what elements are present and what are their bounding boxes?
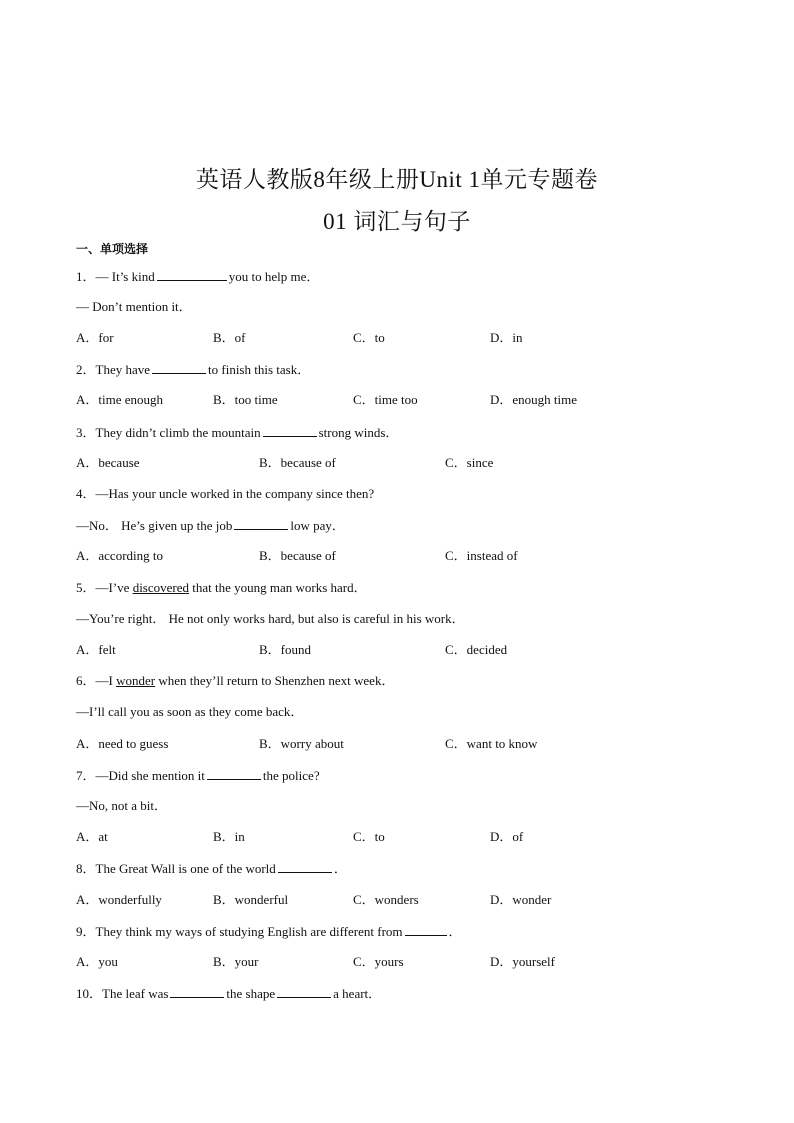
q4-option-c[interactable]: C．instead of: [445, 548, 518, 563]
underlined-word: discovered: [132, 580, 189, 595]
answer-blank[interactable]: [405, 923, 447, 936]
q2-option-c[interactable]: C．time too: [353, 392, 418, 407]
question-8: 8．The Great Wall is one of the world ．: [76, 861, 347, 876]
q9-option-a[interactable]: A．you: [76, 954, 118, 969]
q6-option-a[interactable]: A．need to guess: [76, 736, 169, 751]
question-3: 3．They didn’t climb the mountain strong winds．: [76, 425, 399, 440]
answer-blank[interactable]: [278, 860, 332, 873]
q2-option-d[interactable]: D．enough time: [490, 392, 578, 407]
answer-blank[interactable]: [170, 985, 224, 998]
question-5: 5．—I’ve discovered that the young man works hard．: [76, 580, 367, 595]
question-5-reply: —You’re right． He not only works hard, but also is careful in his work．: [76, 611, 465, 626]
question-4-reply: —No． He’s given up the job low pay．: [76, 518, 345, 533]
q8-option-c[interactable]: C．wonders: [353, 892, 419, 907]
q8-option-b[interactable]: B．wonderful: [213, 892, 289, 907]
answer-blank[interactable]: [207, 767, 261, 780]
q9-option-b[interactable]: B．your: [213, 954, 259, 969]
q3-option-a[interactable]: A．because: [76, 455, 140, 470]
q2-option-a[interactable]: A．time enough: [76, 392, 164, 407]
question-1-reply: — Don’t mention it．: [76, 299, 192, 314]
question-6: 6．—I wonder when they’ll return to Shenzhen next week．: [76, 673, 395, 688]
q8-option-d[interactable]: D．wonder: [490, 892, 552, 907]
q6-option-b[interactable]: B．worry about: [259, 736, 344, 751]
page-subtitle: 01 词汇与句子: [323, 209, 471, 234]
question-4: 4．—Has your uncle worked in the company since then?: [76, 486, 375, 501]
answer-blank[interactable]: [152, 361, 206, 374]
answer-blank[interactable]: [234, 517, 288, 530]
answer-blank[interactable]: [157, 268, 227, 281]
q1-option-d[interactable]: D．in: [490, 330, 523, 345]
answer-blank[interactable]: [263, 424, 317, 437]
q2-option-b[interactable]: B．too time: [213, 392, 278, 407]
q7-option-b[interactable]: B．in: [213, 829, 245, 844]
question-9: 9．They think my ways of studying English are different from ．: [76, 924, 462, 939]
q1-option-a[interactable]: A．for: [76, 330, 114, 345]
q4-option-b[interactable]: B．because of: [259, 548, 336, 563]
section-heading: 一、单项选择: [76, 242, 149, 256]
q8-option-a[interactable]: A．wonderfully: [76, 892, 162, 907]
q3-option-b[interactable]: B．because of: [259, 455, 336, 470]
question-6-reply: —I’ll call you as soon as they come back．: [76, 704, 304, 719]
q7-option-d[interactable]: D．of: [490, 829, 524, 844]
q4-option-a[interactable]: A．according to: [76, 548, 164, 563]
q5-option-a[interactable]: A．felt: [76, 642, 116, 657]
q6-option-c[interactable]: C．want to know: [445, 736, 538, 751]
q5-option-c[interactable]: C．decided: [445, 642, 508, 657]
q5-option-b[interactable]: B．found: [259, 642, 312, 657]
q7-option-a[interactable]: A．at: [76, 829, 108, 844]
q9-option-c[interactable]: C．yours: [353, 954, 404, 969]
question-7: 7．—Did she mention it the police?: [76, 768, 320, 783]
question-10: 10．The leaf was the shape a heart．: [76, 986, 382, 1001]
q1-option-c[interactable]: C．to: [353, 330, 385, 345]
q1-option-b[interactable]: B．of: [213, 330, 246, 345]
question-1: 1．— It’s kind you to help me．: [76, 269, 320, 284]
page-title: 英语人教版8年级上册Unit 1单元专题卷: [195, 167, 599, 192]
q9-option-d[interactable]: D．yourself: [490, 954, 555, 969]
underlined-word: wonder: [116, 673, 156, 688]
question-7-reply: —No, not a bit．: [76, 798, 167, 813]
q3-option-c[interactable]: C．since: [445, 455, 494, 470]
q7-option-c[interactable]: C．to: [353, 829, 385, 844]
answer-blank[interactable]: [277, 985, 331, 998]
question-2: 2．They have to finish this task．: [76, 362, 311, 377]
